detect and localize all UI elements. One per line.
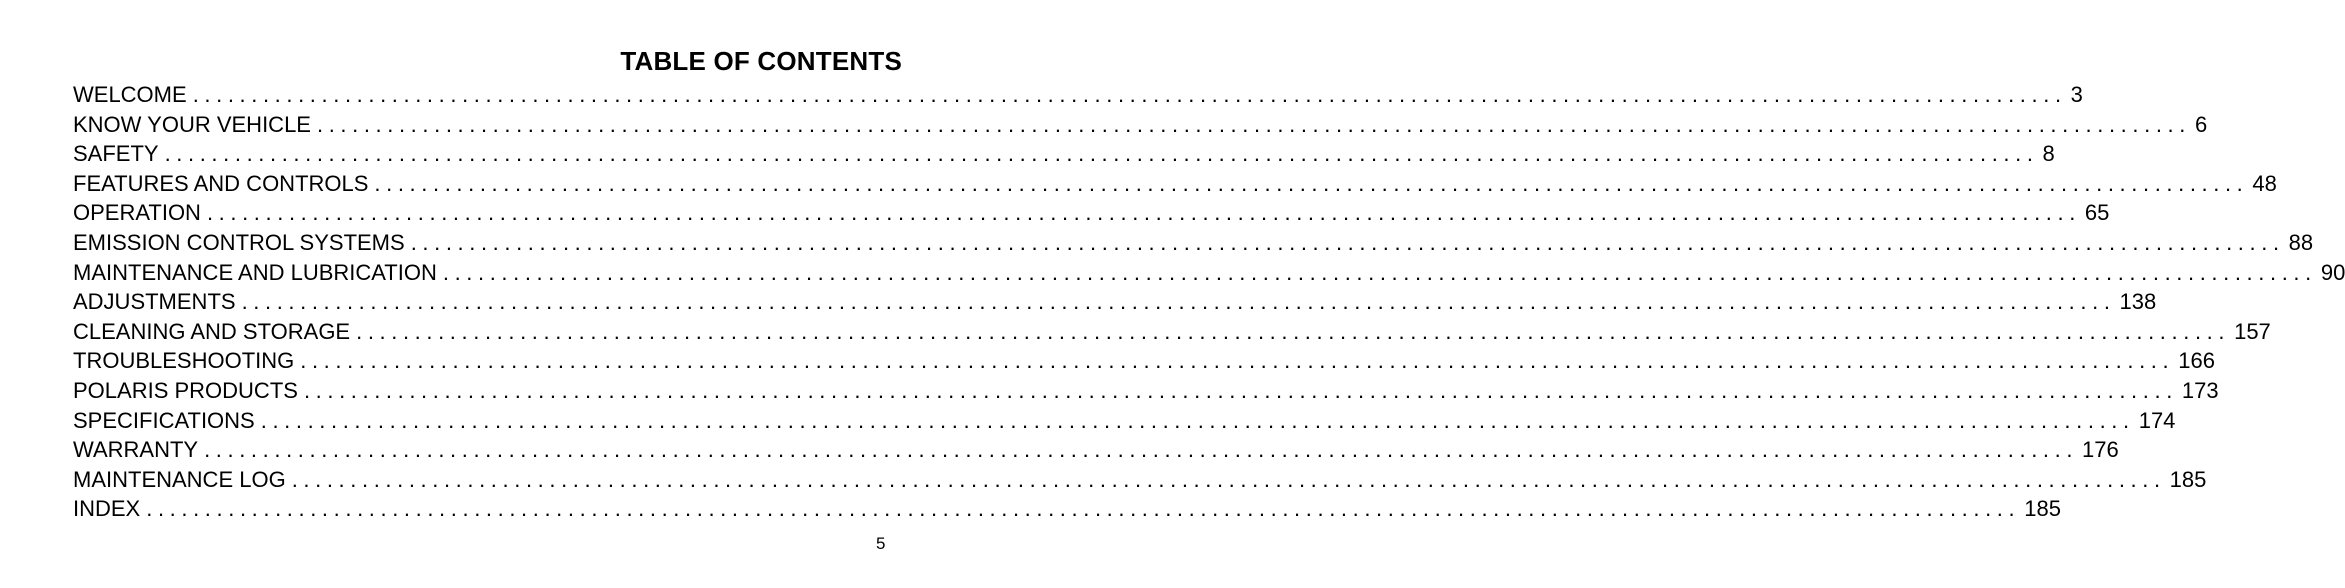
toc-dot-leader: ................................................................................................................................................................ (241, 289, 2116, 315)
toc-entry-label: TROUBLESHOOTING (73, 348, 295, 374)
toc-dot-leader: ................................................................................................................................................................ (374, 170, 2249, 196)
toc-dot-leader: ................................................................................................................................................................ (206, 200, 2081, 226)
toc-entry-page: 65 (2084, 200, 2110, 226)
toc-entry-page: 166 (2178, 348, 2215, 374)
toc-entry-label: WELCOME (73, 82, 187, 107)
toc-entry (73, 80, 2083, 110)
toc-dot-leader: ................................................................................................................................................................ (146, 496, 2021, 522)
toc-entry (73, 376, 2219, 406)
toc-entry-label: WARRANTY (73, 437, 199, 463)
toc-entry-label: ADJUSTMENTS (73, 289, 236, 315)
toc-dot-leader: ................................................................................................................................................................ (192, 82, 2067, 107)
toc-entry-page: 174 (2138, 407, 2176, 433)
toc-entry (73, 258, 2345, 288)
toc-entry (73, 406, 2176, 436)
toc-entry-label: EMISSION CONTROL SYSTEMS (73, 229, 405, 255)
toc-entry (73, 465, 2207, 495)
toc-dot-leader: ................................................................................................................................................................ (260, 407, 2135, 433)
page-number: 5 (876, 534, 886, 553)
toc-entry-label: SPECIFICATIONS (73, 407, 255, 433)
toc-entry-label: SAFETY (73, 141, 159, 167)
table-of-contents (73, 80, 2345, 524)
toc-entry-page: 90 (2320, 259, 2345, 285)
toc-entry-label: INDEX (73, 496, 141, 522)
toc-entry (73, 228, 2314, 258)
toc-entry-page: 6 (2194, 111, 2208, 137)
toc-entry-page: 48 (2252, 170, 2277, 196)
toc-entry-page: 185 (2024, 496, 2061, 522)
toc-entry-page: 185 (2169, 466, 2207, 492)
toc-dot-leader: ................................................................................................................................................................ (291, 466, 2166, 492)
toc-entry-page: 157 (2234, 318, 2271, 344)
toc-entry-label: FEATURES AND CONTROLS (73, 170, 369, 196)
toc-entry (73, 346, 2215, 376)
toc-dot-leader: ................................................................................................................................................................ (316, 111, 2191, 137)
toc-entry (73, 287, 2157, 317)
toc-entry (73, 317, 2271, 347)
toc-dot-leader: ................................................................................................................................................................ (356, 318, 2231, 344)
page-title: TABLE OF CONTENTS (620, 46, 902, 76)
toc-entry-page: 3 (2070, 82, 2083, 107)
toc-dot-leader: ................................................................................................................................................................ (300, 348, 2175, 374)
toc-entry-page: 88 (2288, 229, 2314, 255)
toc-entry-label: OPERATION (73, 200, 201, 226)
toc-dot-leader: ................................................................................................................................................................ (303, 377, 2178, 403)
toc-entry (73, 169, 2277, 199)
toc-dot-leader: ................................................................................................................................................................ (410, 229, 2285, 255)
toc-dot-leader: ................................................................................................................................................................ (442, 259, 2317, 285)
toc-entry (73, 494, 2061, 524)
toc-dot-leader: ................................................................................................................................................................ (164, 141, 2039, 167)
toc-entry-label: POLARIS PRODUCTS (73, 377, 298, 403)
toc-entry-page: 138 (2119, 289, 2157, 315)
toc-entry-page: 173 (2181, 377, 2219, 403)
toc-entry (73, 435, 2119, 465)
toc-dot-leader: ................................................................................................................................................................ (204, 437, 2079, 463)
toc-entry-label: KNOW YOUR VEHICLE (73, 111, 311, 137)
toc-entry (73, 198, 2110, 228)
toc-entry (73, 110, 2208, 140)
toc-entry-label: MAINTENANCE AND LUBRICATION (73, 259, 437, 285)
toc-entry-label: MAINTENANCE LOG (73, 466, 286, 492)
toc-entry-page: 8 (2042, 141, 2055, 167)
toc-entry-page: 176 (2082, 437, 2119, 463)
toc-entry (73, 139, 2055, 169)
toc-entry-label: CLEANING AND STORAGE (73, 318, 351, 344)
